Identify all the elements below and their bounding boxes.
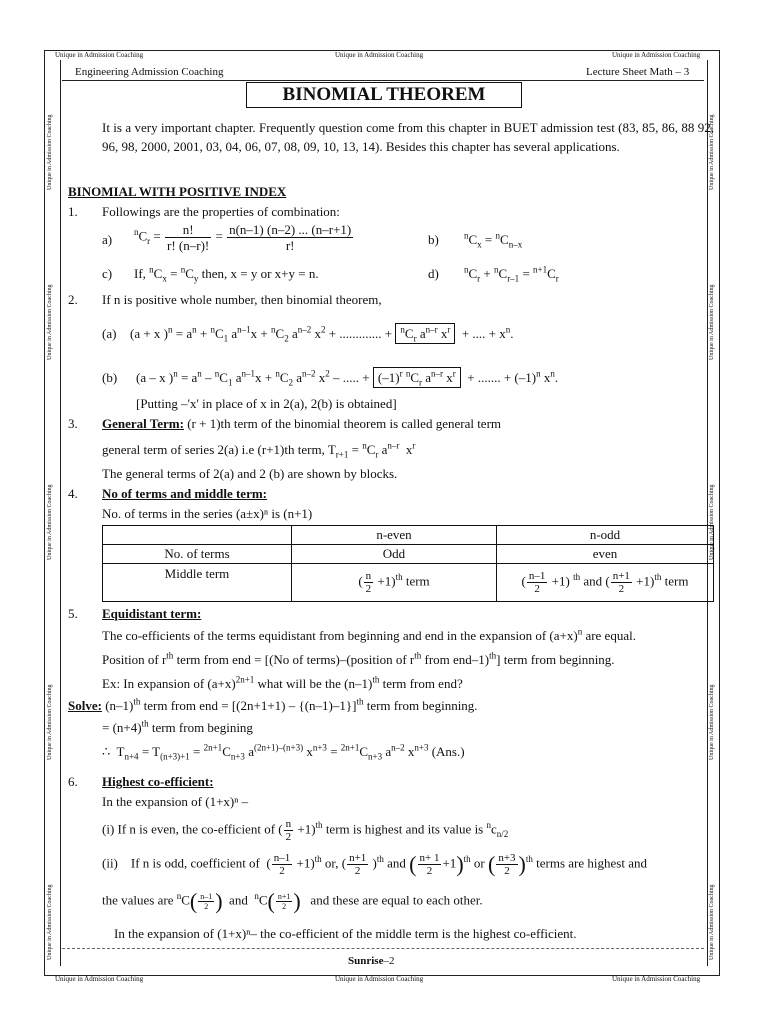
item5-line3: Ex: In expansion of $(a+x)^{2n+1}$ what will be the $(n-1)^{th}$ term from end? — [102, 674, 463, 691]
table-cell: Middle term — [103, 564, 292, 602]
item1-a-label: a) — [102, 232, 113, 247]
item4-text: No. of terms in the series (a±x)ⁿ is (n+1) — [102, 506, 313, 521]
frame-top-left: Unique in Admission Coaching — [55, 51, 144, 59]
item1-number: 1. — [68, 204, 78, 219]
item1-d-label: d) — [428, 266, 439, 281]
table-cell: Odd — [292, 545, 497, 564]
frame-side-left-2: Unique in Admission Coaching — [47, 284, 53, 360]
item6-number: 6. — [68, 774, 78, 789]
terms-table — [102, 525, 714, 602]
solve-line3: ∴ $T_{n+4} = T_{(n+3)+1} = ^{2n+1}C_{n+3}$ $a^{(2n+1)-(n+3)}$ $x^{n+3} = ^{2n+1}C_{n+3}$ $a^{n-2}$ $x^{n+3}$ (Ans.) — [102, 742, 465, 762]
item2-note: [Putting –'x' in place of x in 2(a), 2(b) is obtained] — [136, 396, 397, 411]
solve-line2: = $(n+4)^{th}$ term from begining — [102, 718, 253, 735]
item5-line2: Position of $r^{th}$ term from end = [(No of terms)–(position of $r^{th}$ from end–1)$^{th}$] term from beginning. — [102, 650, 615, 667]
item3-line2: general term of series 2(a) i.e (r+1)th term, $T_{r+1} = ^nC_r$ $a^{n-r}$ $x^r$ — [102, 440, 416, 460]
item5-number: 5. — [68, 606, 78, 621]
table-header-cell: n-even — [292, 526, 497, 545]
item2-b-label: (b) — [102, 370, 118, 385]
table-header-cell: n-odd — [497, 526, 714, 545]
item3-line3: The general terms of 2(a) and 2 (b) are shown by blocks. — [102, 466, 398, 481]
item6-line1: In the expansion of (1+x)ⁿ – — [102, 794, 249, 809]
item3-line1: General Term: (r + 1)th term of the binomial theorem is called general term — [102, 416, 502, 431]
table-row — [103, 526, 714, 545]
item4-heading: No of terms and middle term: — [102, 486, 267, 501]
frame-side-right-5: Unique in Admission Coaching — [709, 884, 715, 960]
frame-side-right-1: Unique in Admission Coaching — [709, 114, 715, 190]
frame-side-right-3: Unique in Admission Coaching — [709, 484, 715, 560]
intro-paragraph: It is a very important chapter. Frequently question come from this chapter in BUET admission test (83, 85, 86, 88 92, 96, 98, 2000, 2001, 03, 04, 06, 07, 08, 09, 10, 13, 14). Besides this chapter has several applications. — [102, 120, 714, 154]
frame-bottom-left: Unique in Admission Coaching — [55, 975, 144, 983]
item2-b-formula: (a – x )$^n = a^n - ^nC_1$ $a^{n-1}x + ^nC_2$ $a^{n-2}$ $x^2$ – ..... + $(-1)^r$ $^nC_r$ $a^{n-r}$ $x^r$ + ....... + $(-1)^n$ $x^n$. — [136, 368, 559, 388]
frame-side-left-5: Unique in Admission Coaching — [47, 884, 53, 960]
item1-c-formula: If, $^nC_x = ^nC_y$ then, x = y or x+y = n. — [134, 264, 319, 284]
item3-heading: General Term: — [102, 416, 184, 431]
frame-side-left-1: Unique in Admission Coaching — [47, 114, 53, 190]
item6-ii-line: (ii) If n is odd, coefficient of ( $\frac{n-1}{2}$ +1)$^{th}$ or, ( $\frac{n+1}{2}$ )$^{th}$ and ( $\frac{n+ 1}{2}$ +1)$^{th}$ or ( $\frac{n+3}{2}$ )$^{th}$ terms are highest and — [102, 851, 647, 877]
general-term-box-b: $(-1)^r$ $^nC_r$ $a^{n-r}$ $x^r$ — [373, 367, 461, 388]
footer-page: Sunrise–2 — [348, 955, 395, 967]
footer-rule — [62, 948, 704, 949]
item1-c-label: c) — [102, 266, 113, 281]
frame-side-right-2: Unique in Admission Coaching — [709, 284, 715, 360]
item6-heading: Highest co-efficient: — [102, 774, 214, 789]
table-row — [103, 564, 714, 602]
frame-side-right-4: Unique in Admission Coaching — [709, 684, 715, 760]
item2-number: 2. — [68, 292, 78, 307]
solve-label: Solve: — [68, 698, 102, 713]
frame-side-left-3: Unique in Admission Coaching — [47, 484, 53, 560]
item3-number: 3. — [68, 416, 78, 431]
header-left: Engineering Admission Coaching — [75, 66, 224, 78]
table-cell: No. of terms — [103, 545, 292, 564]
item6-i-line: (i) If n is even, the co-efficient of ( $\frac{n}{2}$ +1)$^{th}$ term is highest and its value is $^nc_{n/2}$ — [102, 818, 509, 843]
header-rule — [62, 80, 704, 81]
table-row — [103, 545, 714, 564]
page-title: BINOMIAL THEOREM — [246, 82, 522, 108]
frame-side-left-4: Unique in Admission Coaching — [47, 684, 53, 760]
frame-top-center: Unique in Admission Coaching — [335, 51, 424, 59]
item1-d-formula: $^nC_r + ^nC_{r-1} = ^{n+1}C_r$ — [464, 264, 559, 284]
item6-last-line: In the expansion of (1+x)ⁿ– the co-efficient of the middle term is the highest co-efficient. — [114, 926, 577, 941]
item6-values-line: the values are $^n$C( $\frac{n-1}{2}$ ) and $^n$C( $\frac{n+1}{2}$ ) and these are equal to each other. — [102, 888, 483, 914]
table-header-cell — [103, 526, 292, 545]
general-term-box-a: $^nC_r$ $a^{n-r}$ $x^r$ — [395, 323, 455, 344]
item1-text: Followings are the properties of combination: — [102, 204, 340, 219]
item1-a-formula: $^nC_r$ = $\frac{n!}{r! (n-r)!}$ = $\frac{n(n-1) (n-2) ... (n-r+1)}{r!}$ — [134, 222, 352, 253]
frame-top-right: Unique in Admission Coaching — [612, 51, 701, 59]
item2-text: If n is positive whole number, then binomial theorem, — [102, 292, 382, 307]
item2-a-formula: (a + x )$^n = a^n + ^nC_1$ $a^{n-1}x + ^nC_2$ $a^{n-2}$ $x^2$ + ............. + $^nC_r$ $a^{n-r}$ $x^r$ + .... + $x^n$. — [130, 324, 514, 344]
table-cell: even — [497, 545, 714, 564]
solve-line1: Solve: $(n-1)^{th}$ term from end = $[(2n+1+1) - \{(n-1)-1\}]^{th}$ term from beginning. — [68, 696, 478, 713]
table-cell: ( $\frac{n-1}{2}$ +1) $^{th}$ and ( $\frac{n+1}{2}$ +1)$^{th}$ term — [497, 564, 714, 602]
frame-bottom-right: Unique in Admission Coaching — [612, 975, 701, 983]
item1-b-formula: $^nC_x = ^nC_{n-x}$ — [464, 230, 523, 250]
item4-number: 4. — [68, 486, 78, 501]
header-right: Lecture Sheet Math – 3 — [586, 66, 690, 78]
item5-heading: Equidistant term: — [102, 606, 202, 621]
item1-b-label: b) — [428, 232, 439, 247]
section-heading: BINOMIAL WITH POSITIVE INDEX — [68, 184, 287, 199]
frame-bottom-center: Unique in Admission Coaching — [335, 975, 424, 983]
item5-line1: The co-efficients of the terms equidistant from beginning and end in the expansion of $(a+x)^n$ are equal. — [102, 626, 636, 643]
item2-a-label: (a) — [102, 326, 117, 341]
table-cell: ( $\frac{n}{2}$ +1)$^{th}$ term — [292, 564, 497, 602]
